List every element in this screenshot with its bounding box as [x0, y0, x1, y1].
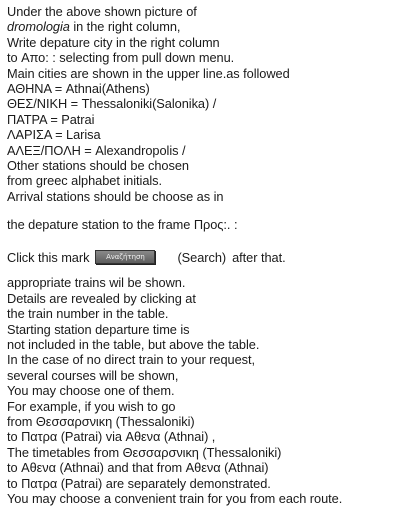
frame-line: the depature station to the frame Προς:. : — [7, 217, 238, 233]
instructions-document — [7, 4, 399, 506]
city-patrai: ΠΑΤΡΑ = Patrai — [7, 111, 95, 127]
results-line-11: to Πατρα (Patrai) via Αθενα (Athnai) , — [7, 429, 216, 445]
results-line-14: to Πατρα (Patrai) are separately demonstrated. — [7, 475, 271, 491]
results-line-9: For example, if you wish to go — [7, 398, 176, 414]
results-line-15: You may choose a convenient train for you from each route. — [7, 490, 343, 506]
stations-note-3: Arrival stations should be choose as in — [7, 188, 224, 204]
results-line-8: You may choose one of them. — [7, 383, 175, 399]
click-suffix: after that. — [232, 249, 286, 265]
search-instruction-row — [7, 248, 399, 266]
intro-line-5: Main cities are shown in the upper line.as followed — [7, 65, 290, 81]
stations-note-1: Other stations should be chosen — [7, 157, 189, 173]
intro-line-1: Under the above shown picture of — [7, 4, 197, 19]
intro-line-2-rest: in the right column, — [69, 19, 181, 35]
city-larisa: ΛΑΡΙΣΑ = Larisa — [7, 127, 101, 143]
results-line-7: several courses will be shown, — [7, 367, 179, 383]
results-line-3: the train number in the table. — [7, 306, 169, 322]
results-line-12: The timetables from Θεσσαρσνικη (Thessaloniki) — [7, 444, 282, 460]
intro-line-4: to Απο: : selecting from pull down menu. — [7, 50, 235, 66]
results-line-6: In the case of no direct train to your request, — [7, 352, 256, 368]
search-button[interactable]: Αναζήτηση — [95, 250, 155, 264]
intro-line-2 — [7, 19, 399, 34]
results-line-1: appropriate trains wil be shown. — [7, 275, 186, 291]
city-thessaloniki: ΘΕΣ/ΝΙΚΗ = Thessaloniki(Salonika) / — [7, 96, 217, 112]
city-athens: ΑΘΗΝΑ = Athnai(Athens) — [7, 80, 150, 96]
results-line-4: Starting station departure time is — [7, 321, 190, 337]
search-word: (Search) — [177, 249, 227, 265]
results-line-2: Details are revealed by clicking at — [7, 290, 196, 306]
results-line-10: from Θεσσαρσνικη (Thessaloniki) — [7, 413, 195, 429]
intro-line-3: Write depature city in the right column — [7, 34, 220, 50]
results-line-13: to Αθενα (Athnai) and that from Αθενα (Athnai) — [7, 460, 269, 476]
click-prefix: Click this mark — [7, 249, 90, 265]
stations-note-2: from greec alphabet initials. — [7, 173, 163, 189]
results-line-5: not included in the table, but above the table. — [7, 337, 260, 353]
city-alexandropolis: ΑΛΕΞ/ΠΟΛΗ = Alexandropolis / — [7, 142, 186, 158]
dromologia-term: dromologia — [7, 19, 70, 35]
